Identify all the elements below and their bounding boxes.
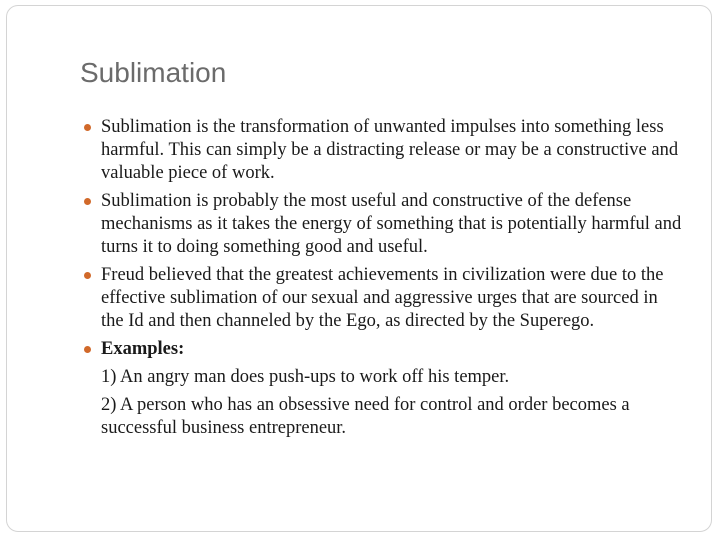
bullet-item [82, 264, 682, 333]
bullet-icon [84, 272, 91, 279]
examples-heading: Examples: [101, 339, 185, 359]
bullet-list [82, 116, 682, 445]
example-item: 1) An angry man does push-ups to work off his temper. [101, 367, 510, 387]
slide-title: Sublimation [80, 57, 227, 88]
bullet-item [82, 190, 682, 259]
bullet-text: Sublimation is probably the most useful and constructive of the defense mechanisms as it takes the energy of something that is potentially harmful and turns it to doing something good and useful. [101, 191, 682, 257]
bullet-icon [84, 346, 91, 353]
example-item: 2) A person who has an obsessive need for control and order becomes a successful business entrepreneur. [101, 395, 630, 438]
bullet-icon [84, 124, 91, 131]
bullet-item [82, 116, 682, 185]
bullet-icon [84, 198, 91, 205]
bullet-text: Freud believed that the greatest achievements in civilization were due to the effective sublimation of our sexual and aggressive urges that are sourced in the Id and then channeled by the Ego, as directed by the Superego. [101, 265, 664, 331]
bullet-item-examples [82, 338, 682, 361]
bullet-text: Sublimation is the transformation of unwanted impulses into something less harmful. This can simply be a distracting release or may be a constructive and valuable piece of work. [101, 117, 679, 183]
